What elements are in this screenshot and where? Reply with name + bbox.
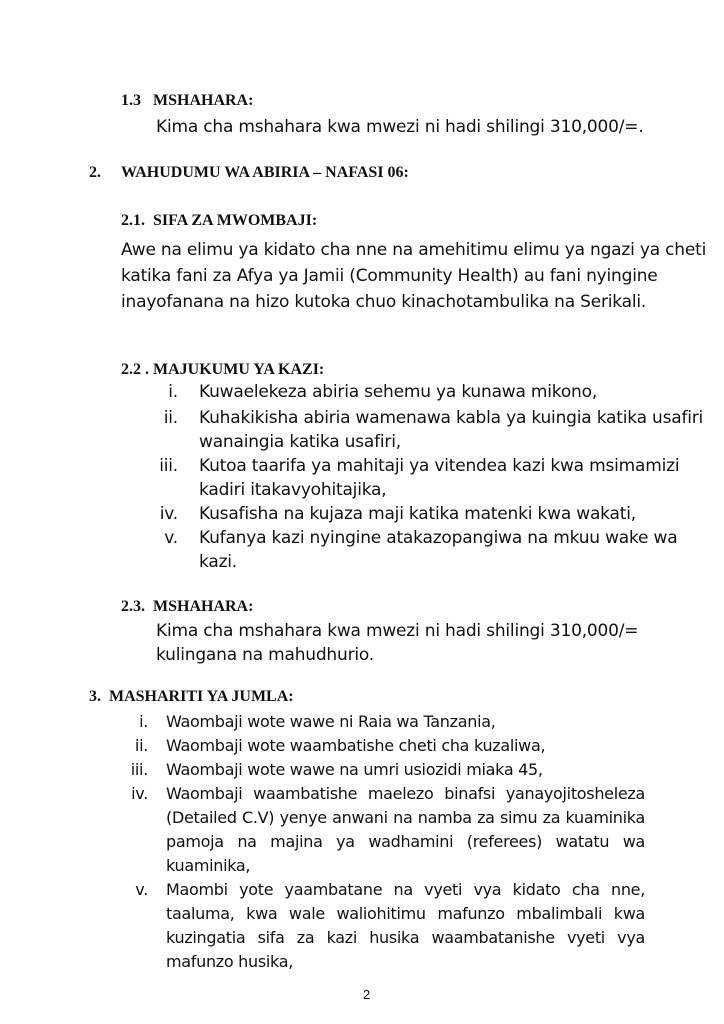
- section-number: 2.1.: [121, 212, 145, 229]
- list-item-line: kuaminika,: [166, 856, 251, 875]
- list-item-line: kuzingatia sifa za kazi husika waambatanishe vyeti vya: [166, 928, 645, 947]
- list-item-line: taaluma, kwa wale waliohitimu mafunzo mbalimbali kwa: [166, 904, 645, 923]
- section-2-title: WAHUDUMU WA ABIRIA – NAFASI 06:: [121, 164, 409, 181]
- list-item-line: Kufanya kazi nyingine atakazopangiwa na mkuu wake wa: [199, 528, 678, 548]
- section-number: 3.: [89, 688, 101, 705]
- list-item-line: Waombaji wote wawe na umri usiozidi miaka 45,: [166, 760, 543, 779]
- section-title: MASHARITI YA JUMLA:: [109, 688, 294, 705]
- section-3-heading: [89, 688, 294, 706]
- list-number: v.: [164, 528, 178, 548]
- paragraph-line: kulingana na mahudhurio.: [156, 645, 375, 665]
- list-item-line: (Detailed C.V) yenye anwani na namba za simu za kuaminika: [166, 808, 645, 827]
- list-item-line: Kuhakikisha abiria wamenawa kabla ya kuingia katika usafiri: [199, 408, 704, 428]
- list-item-line: pamoja na majina ya wadhamini (referees) watatu wa: [166, 832, 645, 851]
- section-1-3-text: Kima cha mshahara kwa mwezi ni hadi shilingi 310,000/=.: [156, 117, 644, 137]
- section-2-2-heading: [121, 361, 324, 379]
- list-number: i.: [139, 712, 148, 731]
- list-item-line: Kuwaelekeza abiria sehemu ya kunawa mikono,: [199, 382, 598, 402]
- list-number: iii.: [159, 456, 178, 476]
- section-title: MSHAHARA:: [153, 598, 254, 615]
- list-item-line: kazi.: [199, 552, 238, 572]
- page-number: 2: [363, 987, 371, 1002]
- section-1-3-heading: [121, 92, 253, 110]
- section-title: MSHAHARA:: [153, 92, 254, 109]
- paragraph-line: Kima cha mshahara kwa mwezi ni hadi shilingi 310,000/=: [156, 621, 639, 641]
- list-item-line: Waombaji wote waambatishe cheti cha kuzaliwa,: [166, 736, 546, 755]
- list-item-line: Kusafisha na kujaza maji katika matenki kwa wakati,: [199, 504, 636, 524]
- list-number: ii.: [134, 736, 148, 755]
- section-2-1-heading: [121, 212, 317, 230]
- list-item-line: Waombaji wote wawe ni Raia wa Tanzania,: [166, 712, 496, 731]
- paragraph-line: katika fani za Afya ya Jamii (Community Health) au fani nyingine: [121, 266, 658, 286]
- list-item-line: kadiri itakavyohitajika,: [199, 480, 387, 500]
- list-item-line: Kutoa taarifa ya mahitaji ya vitendea kazi kwa msimamizi: [199, 456, 680, 476]
- list-item-line: wanaingia katika usafiri,: [199, 432, 401, 452]
- list-number: ii.: [163, 408, 178, 428]
- section-number: 1.3: [121, 92, 141, 109]
- paragraph-line: inayofanana na hizo kutoka chuo kinachotambulika na Serikali.: [121, 292, 647, 312]
- list-number: i.: [168, 382, 178, 402]
- section-title: MAJUKUMU YA KAZI:: [153, 361, 325, 378]
- section-2-3-heading: [121, 598, 253, 616]
- section-title: SIFA ZA MWOMBAJI:: [153, 212, 318, 229]
- list-number: iv.: [159, 504, 178, 524]
- list-item-line: Waombaji waambatishe maelezo binafsi yanayojitosheleza: [166, 784, 645, 803]
- list-number: iv.: [131, 784, 148, 803]
- list-item-line: Maombi yote yaambatane na vyeti vya kidato cha nne,: [166, 880, 645, 899]
- list-number: iii.: [130, 760, 148, 779]
- section-number: 2.2 .: [121, 361, 149, 378]
- section-number: 2.3.: [121, 598, 145, 615]
- list-item-line: mafunzo husika,: [166, 952, 294, 971]
- paragraph-line: Awe na elimu ya kidato cha nne na amehitimu elimu ya ngazi ya cheti: [121, 240, 707, 260]
- list-number: v.: [135, 880, 148, 899]
- section-2-number: 2.: [89, 164, 101, 181]
